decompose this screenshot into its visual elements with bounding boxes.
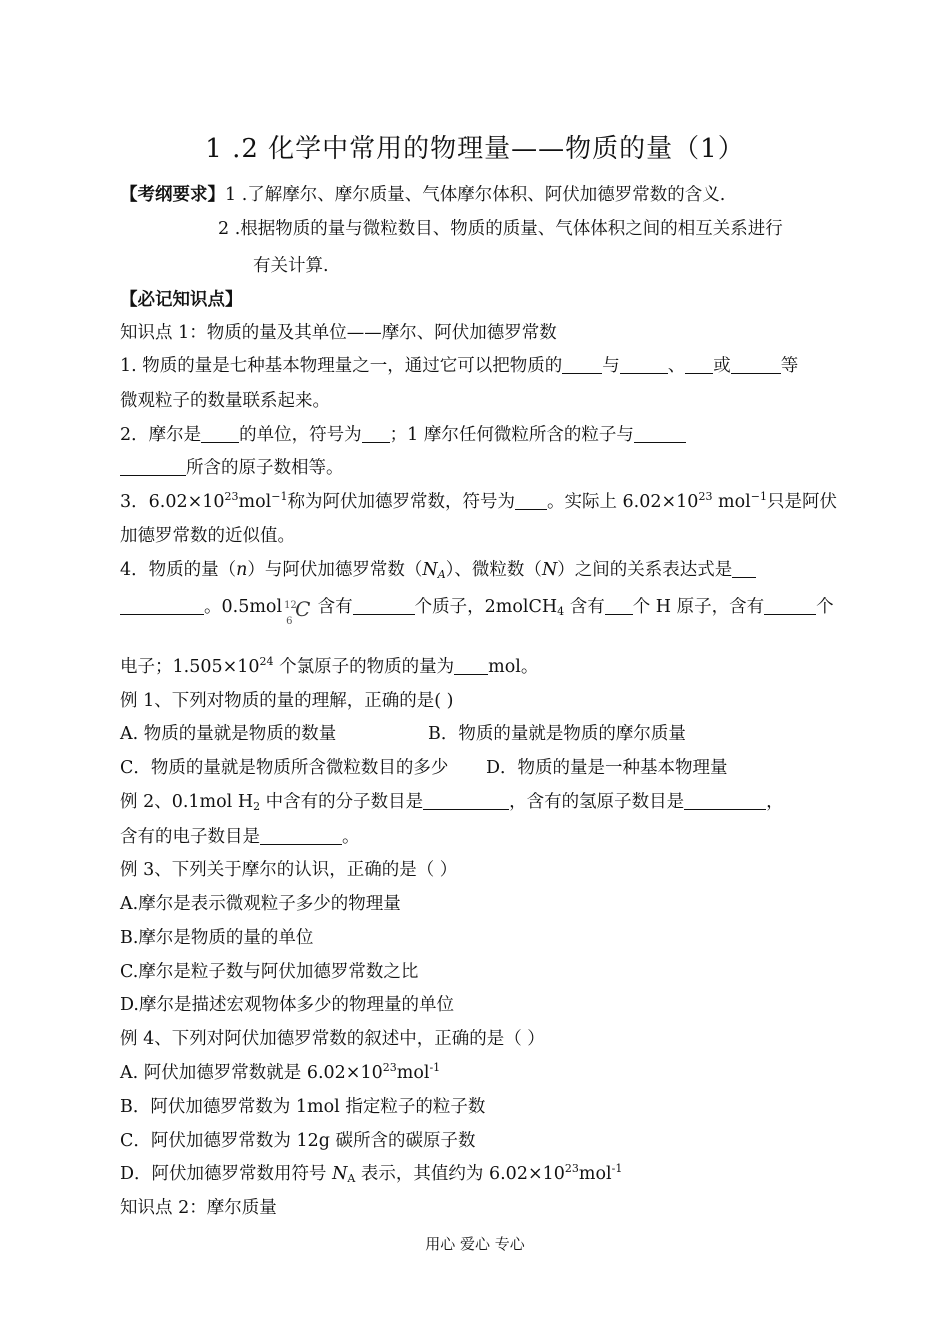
text: 电子；1.505×10 xyxy=(120,657,260,677)
text: 或 xyxy=(713,356,731,376)
text: ）与阿伏加德罗常数（ xyxy=(247,560,423,580)
exponent: -1 xyxy=(429,1061,441,1074)
carbon-12-nuclide xyxy=(282,594,312,627)
text: 。0.5mol xyxy=(204,597,283,617)
atomic-number: 6 xyxy=(286,616,293,627)
text: A. 阿伏加德罗常数就是 6.02×10 xyxy=(120,1063,383,1083)
paragraph-2-line-1 xyxy=(120,423,835,449)
mass-number: 12 xyxy=(284,600,297,611)
example-3-question: 例 3、下列关于摩尔的认识，正确的是（ ） xyxy=(120,860,458,880)
page-footer: 用心 爱心 专心 xyxy=(425,1235,525,1253)
symbol-NA: N xyxy=(422,560,438,580)
exponent: 23 xyxy=(224,490,239,503)
exam-requirement-1: 1 .了解摩尔、摩尔质量、气体摩尔体积、阿伏加德罗常数的含义. xyxy=(225,185,726,205)
text: 3．6.02×10 xyxy=(120,492,225,512)
paragraph-2-line-2 xyxy=(120,456,835,482)
example-4-option-a xyxy=(120,1061,835,1087)
text: 只是阿伏 xyxy=(766,492,837,512)
example-1-options-cd xyxy=(120,756,835,782)
text: 中含有的分子数目是 xyxy=(260,792,424,812)
option-c: C．物质的量就是物质所含微粒数目的多少 xyxy=(120,758,449,778)
text: ）之间的关系表达式是 xyxy=(557,560,733,580)
text: 例 2、0.1mol H xyxy=(120,792,254,812)
paragraph-1-line-1 xyxy=(120,354,835,380)
text: ， xyxy=(766,792,784,812)
text: 所含的原子数相等。 xyxy=(186,458,344,478)
fill-blank[interactable] xyxy=(423,791,509,810)
symbol-n: n xyxy=(236,560,248,580)
fill-blank[interactable] xyxy=(620,355,668,374)
knowledge-point-1-heading: 知识点 1：物质的量及其单位——摩尔、阿伏加德罗常数 xyxy=(120,323,557,343)
text: 个 H 原子，含有 xyxy=(632,597,765,617)
page-title: 1 .2 化学中常用的物理量——物质的量（1） xyxy=(205,134,745,164)
must-know-heading: 【必记知识点】 xyxy=(120,290,243,310)
element-symbol: C xyxy=(295,597,311,621)
example-4-question: 例 4、下列对阿伏加德罗常数的叙述中，正确的是（ ） xyxy=(120,1029,545,1049)
exponent: 23 xyxy=(382,1061,397,1074)
paragraph-1-line-2: 微观粒子的数量联系起来。 xyxy=(120,391,330,411)
text: 。 xyxy=(342,827,360,847)
text: D．阿伏加德罗常数用符号 xyxy=(120,1164,333,1184)
example-3-option-d: D.摩尔是描述宏观物体多少的物理量的单位 xyxy=(120,995,454,1015)
example-4-option-d xyxy=(120,1162,835,1188)
text: 含有 xyxy=(312,597,353,617)
exam-requirements-line-1 xyxy=(120,183,835,209)
text: 与 xyxy=(602,356,620,376)
fill-blank[interactable] xyxy=(454,656,488,675)
option-b: B．物质的量就是物质的摩尔质量 xyxy=(428,724,686,744)
text: 表示，其值约为 6.02×10 xyxy=(355,1164,565,1184)
text: ，含有的氢原子数目是 xyxy=(509,792,685,812)
exam-requirement-2: 2 .根据物质的量与微粒数目、物质的质量、气体体积之间的相互关系进行 xyxy=(218,219,783,239)
exponent: 23 xyxy=(698,490,713,503)
symbol-N: N xyxy=(541,560,558,580)
paragraph-3-line-1 xyxy=(120,490,835,516)
fill-blank[interactable] xyxy=(634,424,686,443)
fill-blank[interactable] xyxy=(731,355,781,374)
text: 个 xyxy=(816,597,834,617)
text: 1. 物质的量是七种基本物理量之一，通过它可以把物质的 xyxy=(120,356,563,376)
fill-blank[interactable] xyxy=(260,826,342,845)
example-1-options-ab xyxy=(120,722,835,748)
example-3-option-a: A.摩尔是表示微观粒子多少的物理量 xyxy=(120,894,401,914)
exponent: −1 xyxy=(271,490,288,503)
example-4-option-b: B．阿伏加德罗常数为 1mol 指定粒子的粒子数 xyxy=(120,1097,486,1117)
subscript: A xyxy=(347,1172,356,1185)
subscript: 2 xyxy=(253,800,261,813)
symbol-NA: N xyxy=(332,1164,348,1184)
text: 4．物质的量（ xyxy=(120,560,237,580)
exam-requirements-label: 【考纲要求】 xyxy=(120,185,225,205)
text: 含有 xyxy=(564,597,605,617)
text: mol xyxy=(238,492,272,512)
knowledge-point-2-heading: 知识点 2：摩尔质量 xyxy=(120,1198,277,1218)
text: 的单位，符号为 xyxy=(239,425,362,445)
example-3-option-c: C.摩尔是粒子数与阿伏加德罗常数之比 xyxy=(120,962,419,982)
text: mol。 xyxy=(488,657,539,677)
text: 个氯原子的物质的量为 xyxy=(273,657,455,677)
text: ）、微粒数（ xyxy=(445,560,542,580)
fill-blank[interactable] xyxy=(684,791,766,810)
exponent: 24 xyxy=(259,655,274,668)
exam-requirement-2-continued: 有关计算. xyxy=(253,256,329,276)
exponent: −1 xyxy=(750,490,767,503)
exponent: 23 xyxy=(564,1162,579,1175)
fill-blank[interactable] xyxy=(120,596,204,615)
paragraph-4-line-1 xyxy=(120,558,835,584)
fill-blank[interactable] xyxy=(353,596,415,615)
paragraph-4-line-3 xyxy=(120,655,835,681)
text: 等 xyxy=(780,356,799,376)
paragraph-3-line-2: 加德罗常数的近似值。 xyxy=(120,526,295,546)
text: mol xyxy=(396,1063,430,1083)
fill-blank[interactable] xyxy=(732,559,756,578)
option-d: D．物质的量是一种基本物理量 xyxy=(486,758,728,778)
text: mol xyxy=(712,492,751,512)
text: 个质子，2molCH xyxy=(414,597,558,617)
fill-blank[interactable] xyxy=(201,424,239,443)
text: 含有的电子数目是 xyxy=(120,827,260,847)
text: 、 xyxy=(667,356,686,376)
fill-blank[interactable] xyxy=(562,355,602,374)
fill-blank[interactable] xyxy=(362,424,390,443)
text: 称为阿伏加德罗常数，符号为 xyxy=(287,492,515,512)
fill-blank[interactable] xyxy=(764,596,816,615)
subscript: A xyxy=(437,568,446,581)
example-3-option-b: B.摩尔是物质的量的单位 xyxy=(120,928,314,948)
example-1-question: 例 1、下列对物质的量的理解，正确的是( ) xyxy=(120,691,454,711)
example-2-line-1 xyxy=(120,790,835,816)
fill-blank[interactable] xyxy=(120,457,186,476)
option-a: A. 物质的量就是物质的数量 xyxy=(120,724,337,744)
exponent: -1 xyxy=(611,1162,623,1175)
text: mol xyxy=(578,1164,612,1184)
fill-blank[interactable] xyxy=(515,491,547,510)
text: 。实际上 6.02×10 xyxy=(546,492,699,512)
example-2-line-2 xyxy=(120,825,835,851)
text: 2．摩尔是 xyxy=(120,425,202,445)
fill-blank[interactable] xyxy=(605,596,633,615)
text: ；1 摩尔任何微粒所含的粒子与 xyxy=(389,425,634,445)
example-4-option-c: C．阿伏加德罗常数为 12g 碳所含的碳原子数 xyxy=(120,1131,476,1151)
fill-blank[interactable] xyxy=(685,355,713,374)
paragraph-4-line-2 xyxy=(120,594,835,630)
subscript: 4 xyxy=(557,605,565,618)
